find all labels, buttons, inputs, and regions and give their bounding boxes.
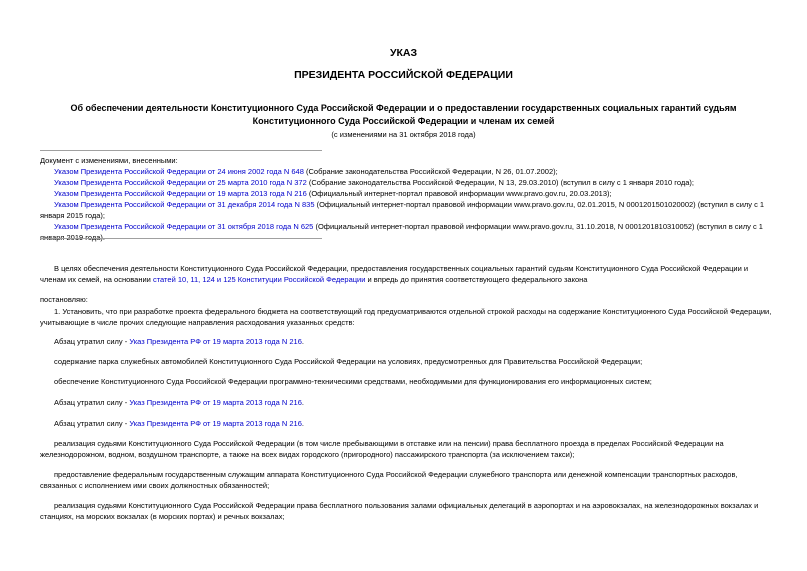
item-1-paragraph: 1. Установить, что при разработке проекта федерального бюджета на соответствующий год предусматриваются отдельной строкой расходы на содержание Конституционного Суда Российской Федерации, учитывающие в числе прочих следующие направления расходования указанных средств: xyxy=(40,307,772,327)
official-halls-paragraph: реализация судьями Конституционного Суда Российской Федерации права бесплатного пользования залами официальных делегаций в аэропортах и на аэровокзалах, на железнодорожных вокзалах и станциях, на морских вокзалах (в морских портах) и речных вокзалах; xyxy=(40,501,759,521)
void-paragraph: Абзац утратил силу - Указ Президента РФ от 19 марта 2013 года N 216. xyxy=(54,398,304,407)
change-item: Указом Президента Российской Федерации от 25 марта 2010 года N 372 (Собрание законодательства Российской Федерации, N 13, 29.03.2010) (вступил в силу с 1 января 2010 года); xyxy=(54,178,694,187)
changes-list xyxy=(40,155,780,243)
it-paragraph: обеспечение Конституционного Суда Российской Федерации программно-техническими средствами, необходимыми для функционирования его информационных систем; xyxy=(54,377,652,386)
top-divider xyxy=(40,150,322,151)
void-link[interactable]: Указ Президента РФ от 19 марта 2013 года N 216 xyxy=(129,419,302,428)
change-item: Указом Президента Российской Федерации от 19 марта 2013 года N 216 (Официальный интернет-портал правовой информации www.pravo.gov.ru, 20.03.2013); xyxy=(54,189,612,198)
changes-header: Документ с изменениями, внесенными: xyxy=(40,156,178,165)
heading-line-1: Об обеспечении деятельности Конституционного Суда Российской Федерации и о предоставлении государственных социальных гарантий судьям xyxy=(70,103,737,113)
decree-word: постановляю: xyxy=(40,295,88,304)
change-item: Указом Президента Российской Федерации от 24 июня 2002 года N 648 (Собрание законодательства Российской Федерации, N 26, 01.07.2002); xyxy=(54,167,558,176)
void-paragraph: Абзац утратил силу - Указ Президента РФ от 19 марта 2013 года N 216. xyxy=(54,337,304,346)
doc-type-title: УКАЗ xyxy=(389,47,418,59)
void-link[interactable]: Указ Президента РФ от 19 марта 2013 года N 216 xyxy=(129,337,302,346)
document-heading xyxy=(0,102,807,128)
constitution-link[interactable]: статей 10, 11, 124 и 125 Конституции Российской Федерации xyxy=(152,275,366,284)
issuer-title: ПРЕЗИДЕНТА РОССИЙСКОЙ ФЕДЕРАЦИИ xyxy=(294,69,513,81)
void-link[interactable]: Указ Президента РФ от 19 марта 2013 года N 216 xyxy=(129,398,302,407)
heading-line-2: Конституционного Суда Российской Федерации и членам их семей xyxy=(252,116,555,126)
change-link[interactable]: Указом Президента Российской Федерации от 31 декабря 2014 года N 835 xyxy=(54,200,315,209)
void-paragraph: Абзац утратил силу - Указ Президента РФ от 19 марта 2013 года N 216. xyxy=(54,419,304,428)
change-item: Указом Президента Российской Федерации от 31 декабря 2014 года N 835 (Официальный интернет-портал правовой информации www.pravo.gov.ru, 02.01.2015, N 0001201501020002) (вступил в силу с 1 января 2015 года); xyxy=(40,200,765,220)
cars-paragraph: содержание парка служебных автомобилей Конституционного Суда Российской Федерации на условиях, предусмотренных для Правительства Российской Федерации; xyxy=(54,357,643,366)
preamble-paragraph: В целях обеспечения деятельности Конституционного Суда Российской Федерации, предоставления государственных социальных гарантий судьям Конституционного Суда Российской Федерации и членам их семей, на основании статей 10, 11, 124 и 125 Конституции Российской Федерации и впредь до принятия соответствующего федерального закона xyxy=(40,264,749,284)
change-link[interactable]: Указом Президента Российской Федерации от 24 июня 2002 года N 648 xyxy=(54,167,304,176)
edition-note: (с изменениями на 31 октября 2018 года) xyxy=(331,130,476,139)
change-link[interactable]: Указом Президента Российской Федерации от 19 марта 2013 года N 216 xyxy=(54,189,307,198)
bottom-divider xyxy=(40,238,322,239)
staff-transport-paragraph: предоставление федеральным государственным служащим аппарата Конституционного Суда Российской Федерации служебного транспорта или денежной компенсации транспортных расходов, связанных с исполнением ими своих должностных обязанностей; xyxy=(40,470,738,490)
change-link[interactable]: Указом Президента Российской Федерации от 31 октября 2018 года N 625 xyxy=(54,222,314,231)
travel-paragraph: реализация судьями Конституционного Суда Российской Федерации (в том числе пребывающими в отставке или на пенсии) права бесплатного проезда в пределах Российской Федерации на железнодорожном, водном, воздушном транспорте, а также на всех видах городского (пригородного) пассажирского транспорта (за исключением такси); xyxy=(40,439,724,459)
change-link[interactable]: Указом Президента Российской Федерации от 25 марта 2010 года N 372 xyxy=(54,178,307,187)
change-item: Указом Президента Российской Федерации от 31 октября 2018 года N 625 (Официальный интернет-портал правовой информации www.pravo.gov.ru, 31.10.2018, N 0001201810310052) (вступил в силу с 1 января 2019 года). xyxy=(40,222,763,242)
